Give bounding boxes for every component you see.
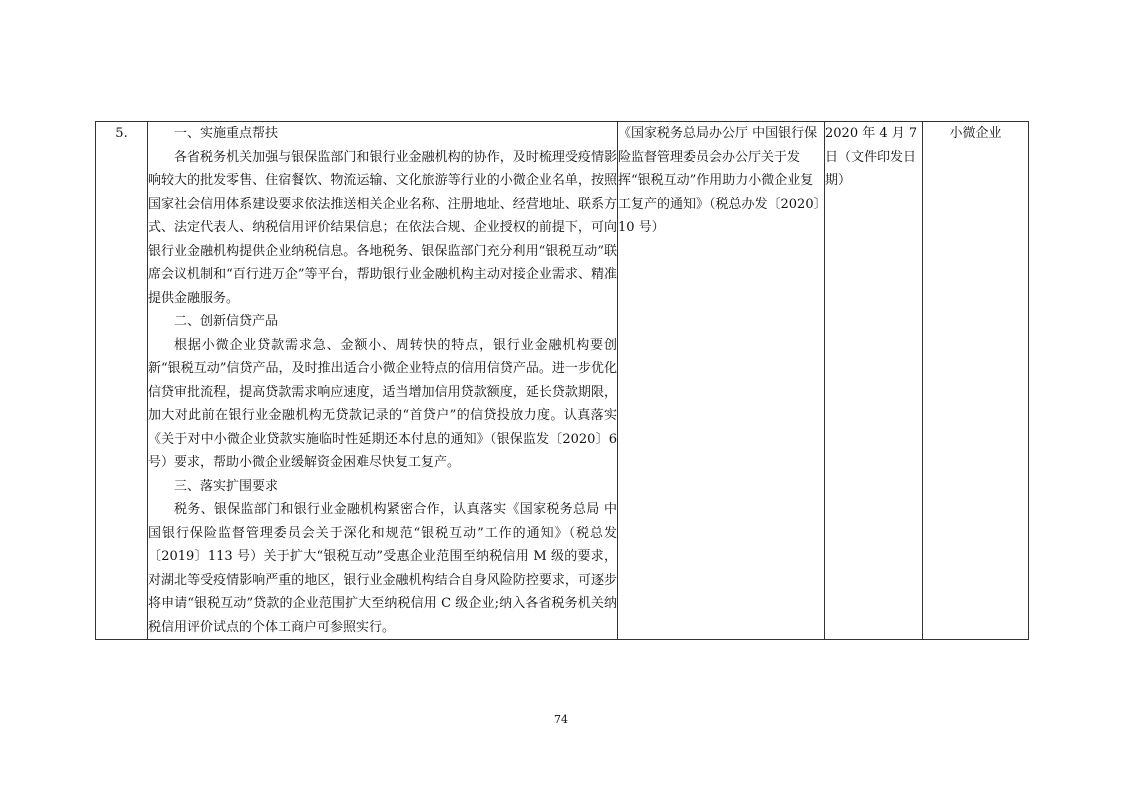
section-heading: 三、落实扩围要求 <box>174 478 279 494</box>
table-row <box>96 122 1029 640</box>
section-heading: 一、实施重点帮扶 <box>174 126 279 141</box>
section-paragraph: 根据小微企业贷款需求急、金额小、周转快的特点，银行业金融机构要创新“银税互动”信贷产品，及时推出适合小微企业特点的信用信贷产品。进一步优化信贷审批流程，提高贷款需求响应速度，适当增加信用贷款额度，延长贷款期限，加大对此前在银行业金融机构无贷款记录的“首贷户”的信贷投放力度。认真落实《关于对中小微企业贷款实施临时性延期还本付息的通知》（银保监发〔2020〕6 号）要求，帮助小微企业缓解资金困难尽快复工复产。 <box>148 337 617 470</box>
section-heading: 二、创新信贷产品 <box>174 314 279 329</box>
date-cell: 2020 年 4 月 7 日（文件印发日期） <box>825 122 923 640</box>
section-paragraph: 各省税务机关加强与银保监部门和银行业金融机构的协作，及时梳理受疫情影响较大的批发零售、住宿餐饮、物流运输、文化旅游等行业的小微企业名单，按照国家社会信用体系建设要求依法推送相关企业名称、注册地址、经营地址、联系方式、法定代表人、纳税信用评价结果信息；在依法合规、企业授权的前提下，可向银行业金融机构提供企业纳税信息。各地税务、银保监部门充分利用“银税互动”联席会议机制和“百行进万企”等平台，帮助银行业金融机构主动对接企业需求、精准提供金融服务。 <box>148 149 617 306</box>
document-reference-cell: 《国家税务总局办公厅 中国银行保险监督管理委员会办公厅关于发挥“银税互动”作用助力小微企业复工复产的通知》（税总办发〔2020〕10 号） <box>618 122 825 640</box>
page-number: 74 <box>554 713 568 726</box>
policy-content-cell <box>148 122 618 640</box>
policy-table <box>95 121 1029 640</box>
target-group-cell: 小微企业 <box>923 122 1029 640</box>
row-number-cell: 5. <box>96 122 148 640</box>
section-paragraph: 税务、银保监部门和银行业金融机构紧密合作，认真落实《国家税务总局 中国银行保险监督管理委员会关于深化和规范“银税互动”工作的通知》（税总发〔2019〕113 号）关于扩大“银税互动”受惠企业范围至纳税信用 M 级的要求，对湖北等受疫情影响严重的地区，银行业金融机构结合自身风险防控要求，可逐步将申请“银税互动”贷款的企业范围扩大至纳税信用 C 级企业;纳入各省税务机关纳税信用评价试点的个体工商户可参照实行。 <box>148 502 617 635</box>
